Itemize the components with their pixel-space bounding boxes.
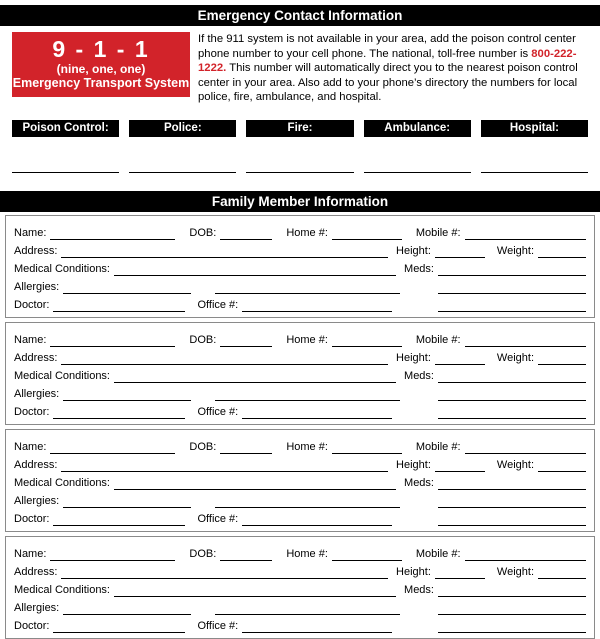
address-field-label: Address:: [14, 458, 58, 471]
member-row-medical: [14, 472, 586, 490]
medical-conditions-field-label: Medical Conditions:: [14, 476, 110, 489]
address-field-label: Address:: [14, 565, 58, 578]
weight-write-line[interactable]: [538, 460, 586, 472]
mobile-phone-write-line[interactable]: [465, 335, 586, 347]
dob-field-label: DOB:: [189, 226, 217, 239]
nine-one-one-panel: [12, 32, 190, 97]
member-row-identity: [14, 436, 586, 454]
dob-write-line[interactable]: [220, 549, 272, 561]
member-row-medical: [14, 579, 586, 597]
poison-control-label: Poison Control:: [12, 120, 119, 137]
allergies-extra-write-line[interactable]: [215, 496, 400, 508]
meds-extra-write-line-1[interactable]: [438, 496, 586, 508]
dob-field-label: DOB:: [189, 547, 217, 560]
contact-col-police: [129, 120, 236, 173]
meds-extra-write-line-2[interactable]: [438, 514, 586, 526]
member-row-medical: [14, 365, 586, 383]
doctor-field-label: Doctor:: [14, 512, 50, 525]
allergies-write-line[interactable]: [63, 496, 191, 508]
allergies-extra-write-line[interactable]: [215, 389, 400, 401]
mobile-phone-write-line[interactable]: [465, 549, 586, 561]
doctor-write-line[interactable]: [53, 300, 185, 312]
nine-one-one-number: 9 - 1 - 1: [52, 36, 150, 62]
mobile-phone-field-label: Mobile #:: [415, 440, 461, 453]
meds-field-label: Meds:: [404, 583, 434, 596]
dob-write-line[interactable]: [220, 228, 272, 240]
weight-write-line[interactable]: [538, 567, 586, 579]
meds-write-line[interactable]: [438, 478, 586, 490]
emergency-transport-label: Emergency Transport System: [12, 76, 190, 90]
allergies-write-line[interactable]: [63, 282, 191, 294]
medical-conditions-write-line[interactable]: [114, 264, 396, 276]
height-write-line[interactable]: [435, 567, 485, 579]
height-field-label: Height:: [396, 565, 431, 578]
meds-extra-write-line-2[interactable]: [438, 300, 586, 312]
home-phone-write-line[interactable]: [332, 335, 402, 347]
member-row-identity: [14, 543, 586, 561]
medical-conditions-field-label: Medical Conditions:: [14, 369, 110, 382]
height-field-label: Height:: [396, 458, 431, 471]
home-phone-field-label: Home #:: [286, 547, 328, 560]
police-label: Police:: [129, 120, 236, 137]
page-title: Emergency Contact Information: [197, 8, 403, 23]
allergies-write-line[interactable]: [63, 389, 191, 401]
doctor-field-label: Doctor:: [14, 405, 50, 418]
home-phone-write-line[interactable]: [332, 549, 402, 561]
weight-field-label: Weight:: [496, 351, 534, 364]
doctor-field-label: Doctor:: [14, 619, 50, 632]
address-write-line[interactable]: [61, 567, 388, 579]
poison-control-phone-number: 800-222-1222.: [198, 47, 577, 75]
name-write-line[interactable]: [50, 335, 175, 347]
member-row-doctor: [14, 508, 586, 526]
instructions-before: If the 911 system is not available in your area, add the poison control center phone number to your cell phone. The national, toll-free number is: [198, 33, 576, 60]
mobile-phone-write-line[interactable]: [465, 442, 586, 454]
office-phone-write-line[interactable]: [242, 514, 392, 526]
weight-field-label: Weight:: [496, 458, 534, 471]
mobile-phone-field-label: Mobile #:: [415, 226, 461, 239]
meds-field-label: Meds:: [404, 369, 434, 382]
office-phone-field-label: Office #:: [197, 512, 239, 525]
dob-write-line[interactable]: [220, 335, 272, 347]
mobile-phone-write-line[interactable]: [465, 228, 586, 240]
meds-extra-write-line-1[interactable]: [438, 282, 586, 294]
height-field-label: Height:: [396, 244, 431, 257]
emergency-contacts-row: [12, 120, 588, 173]
allergies-extra-write-line[interactable]: [215, 603, 400, 615]
name-field-label: Name:: [14, 440, 47, 453]
name-write-line[interactable]: [50, 442, 175, 454]
contact-col-poison-control: [12, 120, 119, 173]
allergies-field-label: Allergies:: [14, 494, 60, 507]
address-write-line[interactable]: [61, 246, 388, 258]
member-row-doctor: [14, 401, 586, 419]
police-write-line[interactable]: [129, 147, 236, 173]
mobile-phone-field-label: Mobile #:: [415, 333, 461, 346]
meds-write-line[interactable]: [438, 371, 586, 383]
family-members: [5, 215, 595, 639]
instructions-text: [198, 32, 588, 105]
member-row-medical: [14, 258, 586, 276]
home-phone-field-label: Home #:: [286, 440, 328, 453]
allergies-write-line[interactable]: [63, 603, 191, 615]
address-field-label: Address:: [14, 351, 58, 364]
member-row-identity: [14, 329, 586, 347]
address-field-label: Address:: [14, 244, 58, 257]
member-row-address: [14, 454, 586, 472]
name-field-label: Name:: [14, 226, 47, 239]
instructions-after: This number will automatically direct you to the nearest poison control center in your area. Also add to your phone’s directory the numbers for local police, fire, ambulance, and hospital.: [198, 62, 578, 104]
office-phone-write-line[interactable]: [242, 407, 392, 419]
medical-conditions-field-label: Medical Conditions:: [14, 583, 110, 596]
family-member-block: [5, 536, 595, 639]
height-write-line[interactable]: [435, 246, 485, 258]
doctor-write-line[interactable]: [53, 514, 185, 526]
member-row-doctor: [14, 294, 586, 312]
home-phone-field-label: Home #:: [286, 226, 328, 239]
meds-field-label: Meds:: [404, 476, 434, 489]
family-member-header-bar: [0, 191, 600, 212]
family-section-title: Family Member Information: [211, 193, 389, 209]
name-field-label: Name:: [14, 333, 47, 346]
office-phone-field-label: Office #:: [197, 405, 239, 418]
family-member-block: [5, 429, 595, 532]
poison-control-write-line[interactable]: [12, 147, 119, 173]
name-field-label: Name:: [14, 547, 47, 560]
contact-col-fire: [246, 120, 353, 173]
office-phone-write-line[interactable]: [242, 300, 392, 312]
member-row-allergies: [14, 276, 586, 294]
office-phone-field-label: Office #:: [197, 619, 239, 632]
height-field-label: Height:: [396, 351, 431, 364]
member-row-identity: [14, 222, 586, 240]
member-row-address: [14, 561, 586, 579]
meds-extra-write-line-2[interactable]: [438, 407, 586, 419]
member-row-allergies: [14, 383, 586, 401]
address-write-line[interactable]: [61, 460, 388, 472]
home-phone-field-label: Home #:: [286, 333, 328, 346]
home-phone-write-line[interactable]: [332, 228, 402, 240]
contact-col-hospital: [481, 120, 588, 173]
dob-field-label: DOB:: [189, 440, 217, 453]
member-row-doctor: [14, 615, 586, 633]
dob-write-line[interactable]: [220, 442, 272, 454]
meds-extra-write-line-1[interactable]: [438, 389, 586, 401]
fire-label: Fire:: [246, 120, 353, 137]
medical-conditions-write-line[interactable]: [114, 371, 396, 383]
fire-write-line[interactable]: [246, 147, 353, 173]
hospital-label: Hospital:: [481, 120, 588, 137]
family-member-block: [5, 215, 595, 318]
office-phone-field-label: Office #:: [197, 298, 239, 311]
home-phone-write-line[interactable]: [332, 442, 402, 454]
meds-extra-write-line-1[interactable]: [438, 603, 586, 615]
emergency-contact-header-bar: [0, 5, 600, 26]
name-write-line[interactable]: [50, 549, 175, 561]
member-row-address: [14, 347, 586, 365]
mobile-phone-field-label: Mobile #:: [415, 547, 461, 560]
allergies-field-label: Allergies:: [14, 387, 60, 400]
meds-write-line[interactable]: [438, 585, 586, 597]
medical-conditions-write-line[interactable]: [114, 478, 396, 490]
meds-field-label: Meds:: [404, 262, 434, 275]
medical-conditions-write-line[interactable]: [114, 585, 396, 597]
allergies-field-label: Allergies:: [14, 280, 60, 293]
member-row-allergies: [14, 597, 586, 615]
member-row-allergies: [14, 490, 586, 508]
name-write-line[interactable]: [50, 228, 175, 240]
height-write-line[interactable]: [435, 353, 485, 365]
allergies-extra-write-line[interactable]: [215, 282, 400, 294]
911-info-section: [12, 32, 588, 105]
ambulance-write-line[interactable]: [364, 147, 471, 173]
meds-write-line[interactable]: [438, 264, 586, 276]
ambulance-label: Ambulance:: [364, 120, 471, 137]
weight-field-label: Weight:: [496, 565, 534, 578]
weight-write-line[interactable]: [538, 246, 586, 258]
weight-field-label: Weight:: [496, 244, 534, 257]
family-member-block: [5, 322, 595, 425]
contact-col-ambulance: [364, 120, 471, 173]
doctor-field-label: Doctor:: [14, 298, 50, 311]
height-write-line[interactable]: [435, 460, 485, 472]
nine-one-one-words: (nine, one, one): [56, 62, 146, 76]
weight-write-line[interactable]: [538, 353, 586, 365]
address-write-line[interactable]: [61, 353, 388, 365]
dob-field-label: DOB:: [189, 333, 217, 346]
allergies-field-label: Allergies:: [14, 601, 60, 614]
medical-conditions-field-label: Medical Conditions:: [14, 262, 110, 275]
doctor-write-line[interactable]: [53, 407, 185, 419]
member-row-address: [14, 240, 586, 258]
hospital-write-line[interactable]: [481, 147, 588, 173]
